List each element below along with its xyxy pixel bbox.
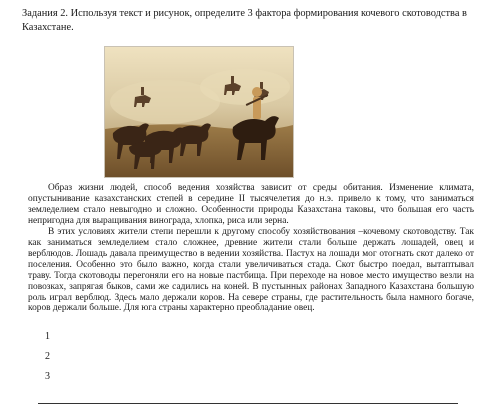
passage-paragraph-1: Образ жизни людей, способ ведения хозяйства зависит от среды обитания. Изменение климата, опустынивание казахстанских степей в середине II тысячелетия до н.э. привело к тому, что заниматься земледелием стало невыгодно и сложно. Особенности природы Казахстана таковы, что большая его часть непригодна для выращивания винограда, хлопка, риса или зерна.	[28, 183, 474, 226]
passage-paragraph-2: В этих условиях жители степи перешли к другому способу хозяйствования –кочевому скотоводству. Так как заниматься земледелием стало сложнее, древние жители стали больше держать лошадей, овец и верблюдов. Лошадь давала преимущество в ведении хозяйства. Пастух на лошади мог отогнать скот далеко от поселения. Особенно это было важно, когда стали увеличиваться стада. Скот быстро поедал, вытаптывал траву. Тогда скотоводы перегоняли его на новые пастбища. При переходе на новое место имущество везли на повозках, запрягая быков, сами же садились на коней. В пустынных районах Западного Казахстана большую роль играл верблюд. Здесь мало держали коров. На севере страны, где растительность была намного богаче, коров держали больше. Для юга страны характерно преобладание овец.	[28, 226, 474, 314]
answer-line	[38, 403, 458, 404]
answer-list	[45, 331, 50, 391]
nomads-illustration	[104, 46, 294, 178]
task-prompt: Задания 2. Используя текст и рисунок, определите 3 фактора формирования кочевого скотоводства в Казахстане.	[22, 8, 467, 33]
answer-number-3: 3	[45, 371, 50, 382]
answer-number-1: 1	[45, 331, 50, 342]
reading-passage	[28, 183, 474, 314]
answer-number-2: 2	[45, 351, 50, 362]
nomads-illustration-svg	[105, 47, 293, 177]
